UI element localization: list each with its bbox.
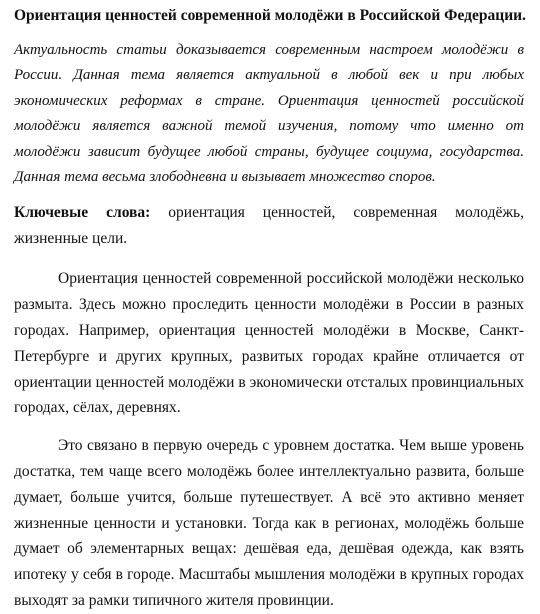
body-paragraph-2: Это связано в первую очередь с уровнем достатка. Чем выше уровень достатка, тем чаще всего молодёжь более интеллектуально развита, больше думает, больше учится, больше путешествует. А всё это активно меняет жизненные ценности и установки. Тогда как в регионах, молодёжь больше думает об элементарных вещах: дешёвая еда, дешёвая одежда, как взять ипотеку у себя в городе. Масштабы мышления молодёжи в крупных городах выходят за рамки типичного жителя провинции.: [14, 437, 524, 609]
keywords-line: [14, 200, 524, 252]
keywords-text: ориентация ценностей, современная молодёжь, жизненные цели.: [14, 204, 524, 248]
body-paragraph-1: Ориентация ценностей современной российской молодёжи несколько размыта. Здесь можно проследить ценности молодёжи в России в разных городах. Например, ориентация ценностей молодёжи в Москве, Санкт-Петербурге и других крупных, развитых городах крайне отличается от ориентации ценностей молодёжи в экономически отсталых провинциальных городах, сёлах, деревнях.: [14, 270, 524, 417]
article-title: Ориентация ценностей современной молодёжи в Российской Федерации.: [14, 7, 526, 24]
keywords-label: Ключевые слова:: [14, 204, 151, 222]
article-abstract: Актуальность статьи доказывается современным настроем молодёжи в России. Данная тема является актуальной в любой век и при любых экономических реформах в стране. Ориентация ценностей российской молодёжи является важной темой изучения, потому что именно от молодёжи зависит будущее любой страны, будущее социума, государства. Данная тема весьма злободневна и вызывает множество споров.: [14, 42, 524, 186]
